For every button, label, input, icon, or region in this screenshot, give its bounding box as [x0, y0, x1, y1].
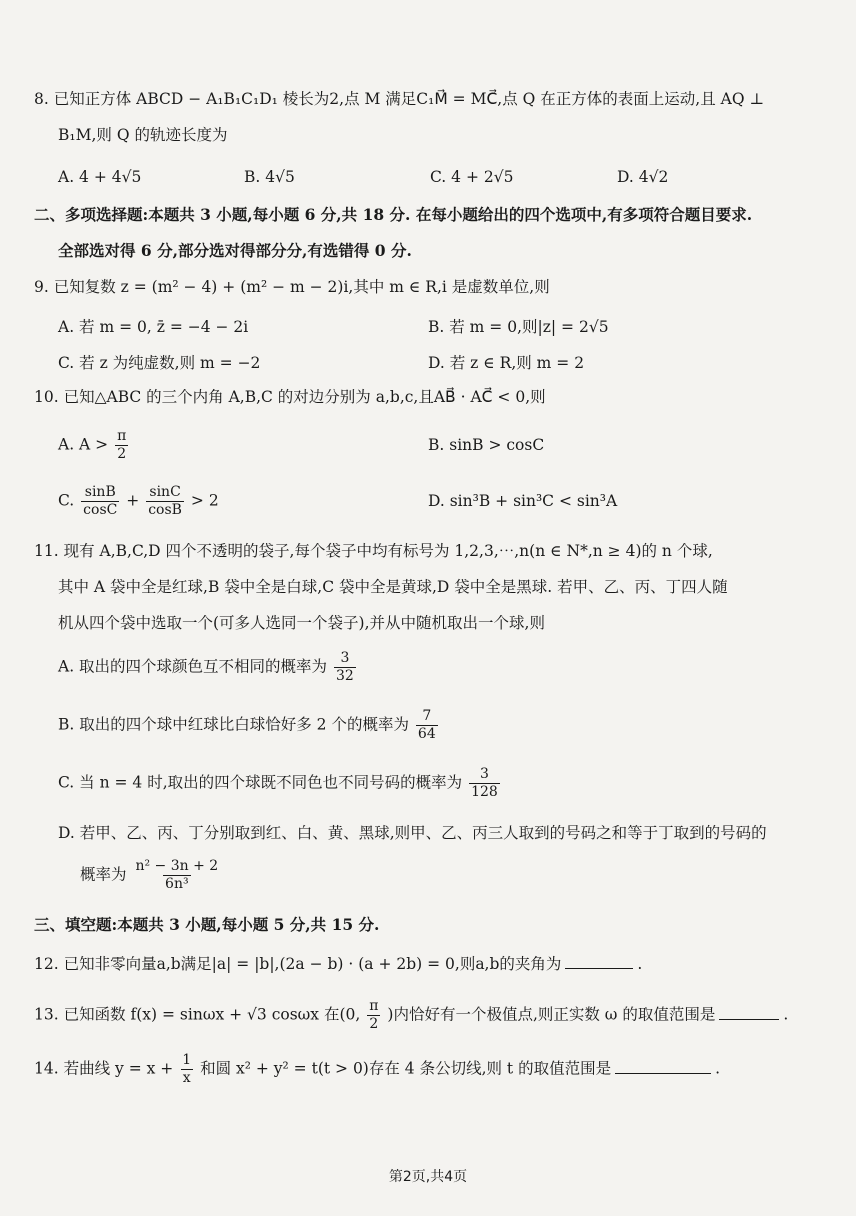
q10-option-a — [58, 428, 130, 463]
plus-sign: + — [126, 491, 140, 510]
q10-option-d: D. sin³B + sin³C < sin³A — [428, 492, 618, 510]
q13-stem — [34, 998, 788, 1033]
q11-option-d-fraction — [133, 858, 220, 893]
q8-option-a: A. 4 + 4√5 — [58, 168, 142, 186]
fraction-denominator: cosC — [83, 502, 118, 518]
q8-option-b: B. 4√5 — [244, 168, 295, 186]
fraction-denominator: cosB — [148, 502, 182, 518]
fraction-numerator: n² − 3n + 2 — [135, 858, 219, 874]
fraction-numerator: sinC — [149, 484, 181, 500]
q10-option-c-fraction-1 — [81, 484, 119, 519]
fraction-numerator: 3 — [479, 766, 489, 782]
q11-option-b — [58, 708, 440, 743]
fraction-denominator: 32 — [336, 668, 354, 684]
q10-option-a-prefix: A. A > — [58, 435, 109, 454]
q14-fraction — [180, 1052, 193, 1087]
q10-option-a-fraction — [115, 428, 128, 463]
q10-option-c — [58, 484, 219, 519]
q11-stem-line1: 11. 现有 A,B,C,D 四个不透明的袋子,每个袋子中均有标号为 1,2,3,⋯,n(n ∈ N*,n ≥ 4)的 n 个球, — [34, 542, 713, 560]
q10-option-b: B. sinB > cosC — [428, 436, 545, 454]
q10-option-c-prefix: C. — [58, 491, 75, 510]
fraction-denominator: 6n³ — [165, 876, 189, 892]
q11-option-a — [58, 650, 358, 685]
fraction-denominator: 64 — [417, 726, 436, 742]
q11-option-c-fraction — [469, 766, 500, 801]
fraction-denominator: x — [182, 1070, 191, 1086]
q9-stem: 9. 已知复数 z = (m² − 4) + (m² − m − 2)i,其中 m ∈ R,i 是虚数单位,则 — [34, 278, 550, 296]
q11-stem-line3: 机从四个袋中选取一个(可多人选同一个袋子),并从中随机取出一个球,则 — [58, 614, 545, 632]
q14-stem-text: 14. 若曲线 y = x + — [34, 1059, 174, 1078]
q12-stem-text: 12. 已知非零向量a,b满足|a| = |b|,(2a − b) · (a + 2b) = 0,则a,b的夹角为 — [34, 955, 562, 973]
q13-stem-text-2: )内恰好有一个极值点,则正实数 ω 的取值范围是 — [387, 1005, 716, 1024]
q8-stem-line2: B₁M,则 Q 的轨迹长度为 — [58, 126, 228, 144]
section2-heading-line2: 全部选对得 6 分,部分选对得部分分,有选错得 0 分. — [58, 241, 412, 260]
q10-option-c-suffix: > 2 — [190, 491, 219, 510]
q11-option-b-text: B. 取出的四个球中红球比白球恰好多 2 个的概率为 — [58, 715, 409, 734]
q13-stem-text: 13. 已知函数 f(x) = sinωx + √3 cosωx 在(0, — [34, 1005, 361, 1024]
q9-option-b: B. 若 m = 0,则|z| = 2√5 — [428, 318, 609, 336]
q13-fraction — [367, 998, 380, 1033]
q8-option-c: C. 4 + 2√5 — [430, 168, 514, 186]
fraction-denominator: 128 — [471, 784, 498, 800]
q9-option-d: D. 若 z ∈ R,则 m = 2 — [428, 354, 585, 372]
q9-option-a: A. 若 m = 0, z̄ = −4 − 2i — [58, 318, 249, 336]
q11-option-a-text: A. 取出的四个球颜色互不相同的概率为 — [58, 657, 328, 676]
q14-stem-end: . — [715, 1059, 721, 1078]
answer-blank[interactable] — [719, 1003, 779, 1020]
answer-blank[interactable] — [565, 952, 633, 969]
q11-option-d-line1: D. 若甲、乙、丙、丁分别取到红、白、黄、黑球,则甲、乙、丙三人取到的号码之和等于丁取到的号码的 — [58, 824, 767, 842]
fraction-denominator: 2 — [369, 1016, 379, 1032]
q11-option-c — [58, 766, 502, 801]
answer-blank[interactable] — [615, 1057, 711, 1074]
q11-option-d-text: 概率为 — [80, 865, 127, 884]
fraction-numerator: 7 — [422, 708, 432, 724]
q11-option-b-fraction — [416, 708, 438, 743]
page-number: 第2页,共4页 — [388, 1169, 468, 1185]
q8-option-d: D. 4√2 — [617, 168, 669, 186]
section3-heading: 三、填空题:本题共 3 小题,每小题 5 分,共 15 分. — [34, 915, 380, 934]
fraction-numerator: 3 — [340, 650, 350, 666]
q11-option-d-line2 — [80, 858, 222, 893]
section2-heading-line1: 二、多项选择题:本题共 3 小题,每小题 6 分,共 18 分. 在每小题给出的四个选项中,有多项符合题目要求. — [34, 205, 753, 224]
q14-stem — [34, 1052, 720, 1087]
fraction-numerator: sinB — [84, 484, 116, 500]
fraction-numerator: π — [369, 998, 379, 1014]
q12-stem-end: . — [637, 955, 643, 973]
q10-option-c-fraction-2 — [146, 484, 184, 519]
q8-stem-line1: 8. 已知正方体 ABCD − A₁B₁C₁D₁ 棱长为2,点 M 满足C₁M⃗ = MC⃗,点 Q 在正方体的表面上运动,且 AQ ⊥ — [34, 90, 765, 108]
q14-stem-text-2: 和圆 x² + y² = t(t > 0)存在 4 条公切线,则 t 的取值范围是 — [200, 1059, 612, 1078]
q11-option-c-text: C. 当 n = 4 时,取出的四个球既不同色也不同号码的概率为 — [58, 773, 463, 792]
fraction-denominator: 2 — [117, 446, 127, 462]
q13-stem-end: . — [783, 1005, 789, 1024]
q11-option-a-fraction — [334, 650, 356, 685]
fraction-numerator: 1 — [182, 1052, 192, 1068]
q12-stem — [34, 952, 856, 975]
fraction-numerator: π — [117, 428, 127, 444]
q9-option-c: C. 若 z 为纯虚数,则 m = −2 — [58, 354, 261, 372]
q11-stem-line2: 其中 A 袋中全是红球,B 袋中全是白球,C 袋中全是黄球,D 袋中全是黑球. 若甲、乙、丙、丁四人随 — [58, 578, 728, 596]
q10-stem: 10. 已知△ABC 的三个内角 A,B,C 的对边分别为 a,b,c,且AB⃗ · AC⃗ < 0,则 — [34, 388, 546, 406]
